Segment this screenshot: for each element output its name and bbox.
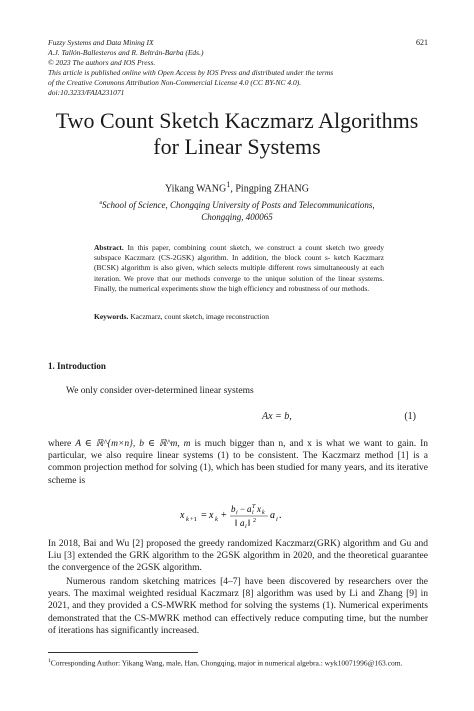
abstract-label: Abstract. (94, 243, 124, 252)
paragraph-2 (48, 438, 428, 487)
svg-text:i: i (252, 510, 254, 516)
footnote-rule (48, 652, 198, 653)
paper-title (40, 108, 434, 160)
equation-1-number: (1) (404, 411, 416, 422)
svg-text:b: b (231, 504, 236, 514)
svg-text:‖: ‖ (248, 518, 251, 528)
editors-line: A.J. Tallón-Ballesteros and R. Beltrán-Barba (Eds.) (48, 48, 204, 57)
paragraph-2-rest: is much bigger than n, and x is what we want to gain. In particular, we also require linear systems (1) to be consistent. The Kaczmarz method [1] is a common projection method for solving (1), which has been studied for many years, and its iterative scheme is (48, 439, 429, 486)
equation-iterative-scheme (180, 500, 300, 530)
svg-text:T: T (252, 504, 256, 510)
svg-text:x: x (257, 504, 261, 514)
footnote (48, 656, 428, 669)
keywords (94, 312, 384, 322)
page-number: 621 (416, 38, 428, 47)
svg-text:a: a (247, 504, 252, 514)
affiliation-mark: a (99, 200, 103, 206)
doi-line: doi:10.3233/FAIA231071 (48, 88, 125, 97)
svg-text:+: + (221, 510, 227, 521)
svg-text:k: k (215, 516, 218, 523)
svg-text:i: i (276, 516, 278, 523)
affiliation-line-1: School of Science, Chongqing University of Posts and Telecommunications, (102, 200, 375, 210)
title-line-2: for Linear Systems (153, 134, 321, 159)
keywords-text: Kaczmarz, count sketch, image reconstruction (130, 312, 269, 321)
iteration-formula-graphic (180, 500, 300, 530)
svg-text:+1: +1 (190, 516, 197, 523)
svg-text:k: k (262, 510, 265, 516)
paragraph-3: In 2018, Bai and Wu [2] proposed the greedy randomized Kaczmarz(GRK) algorithm and Gu and Liu [3] extended the GRK algorithm to the 2GSK algorithm in 2020, and the theoretical guarantee the convergence of the 2GSK algorithm. (48, 539, 428, 574)
running-header (48, 38, 428, 98)
footnote-mark: 1 (48, 658, 51, 664)
svg-text:x: x (209, 510, 214, 521)
svg-text:2: 2 (253, 518, 256, 524)
equation-1-body: Ax = b, (262, 411, 292, 422)
affiliation-line-2: Chongqing, 400065 (201, 212, 273, 222)
svg-text:=: = (201, 510, 207, 521)
author-separator: , (230, 183, 233, 195)
svg-text:‖: ‖ (235, 518, 238, 528)
affiliation (60, 197, 414, 223)
svg-text:k: k (186, 516, 189, 523)
title-line-1: Two Count Sketch Kaczmarz Algorithms (55, 108, 419, 133)
section-heading: 1. Introduction (48, 361, 106, 371)
svg-text:.: . (279, 510, 282, 521)
paragraph-2-prefix: where (48, 439, 72, 449)
equation-1 (48, 411, 428, 425)
svg-text:−: − (240, 504, 246, 514)
keywords-label: Keywords. (94, 312, 129, 321)
paragraph-1: We only consider over-determined linear systems (66, 386, 254, 396)
abstract (94, 243, 384, 294)
abstract-text: In this paper, combining count sketch, we construct a count sketch two greedy subspace Kaczmarz (CS-2GSK) algorithm. In addition, the block count s- ketch Kaczmarz (BCSK) algorithm is also given, which selects multiple different rows simultaneously at each iteration. We prove that our methods converge to the unique solution of the linear systems. Finally, the numerical experiments show the high efficiency and robustness of our methods. (94, 243, 385, 293)
license-line-2: of the Creative Commons Attribution Non-Commercial License 4.0 (CC BY-NC 4.0). (48, 78, 302, 87)
footnote-text: Corresponding Author: Yikang Wang, male, Han, Chongqing, major in numerical algebra.: wyk10071996@163.com. (50, 658, 403, 668)
author-1-mark: 1 (226, 180, 231, 189)
copyright-line: © 2023 The authors and IOS Press. (48, 58, 156, 67)
author-1: Yikang WANG (165, 183, 227, 195)
svg-text:a: a (270, 510, 275, 521)
paragraph-4: Numerous random sketching matrices [4–7] have been discovered by researchers over the years. The maximal weighted residual Kaczmarz [8] algorithm was used by Li and Zhang [9] in 2021, and they provided a CS-MWRK method for solving the systems (1). Numerical experiments demonstrated that the CS-MWRK method can effectively reduce computing time, but the number of iterations has significantly increased. (48, 577, 428, 636)
svg-text:x: x (180, 510, 185, 521)
svg-text:i: i (245, 524, 247, 530)
paragraph-2-math: A ∈ ℝ^{m×n}, b ∈ ℝ^m, m (75, 439, 191, 449)
author-list (40, 180, 434, 194)
svg-text:a: a (240, 518, 245, 528)
author-2: Pingping ZHANG (235, 183, 309, 195)
journal-name: Fuzzy Systems and Data Mining IX (48, 38, 154, 47)
license-line-1: This article is published online with Open Access by IOS Press and distributed under the terms (48, 68, 334, 77)
svg-text:i: i (236, 510, 238, 516)
